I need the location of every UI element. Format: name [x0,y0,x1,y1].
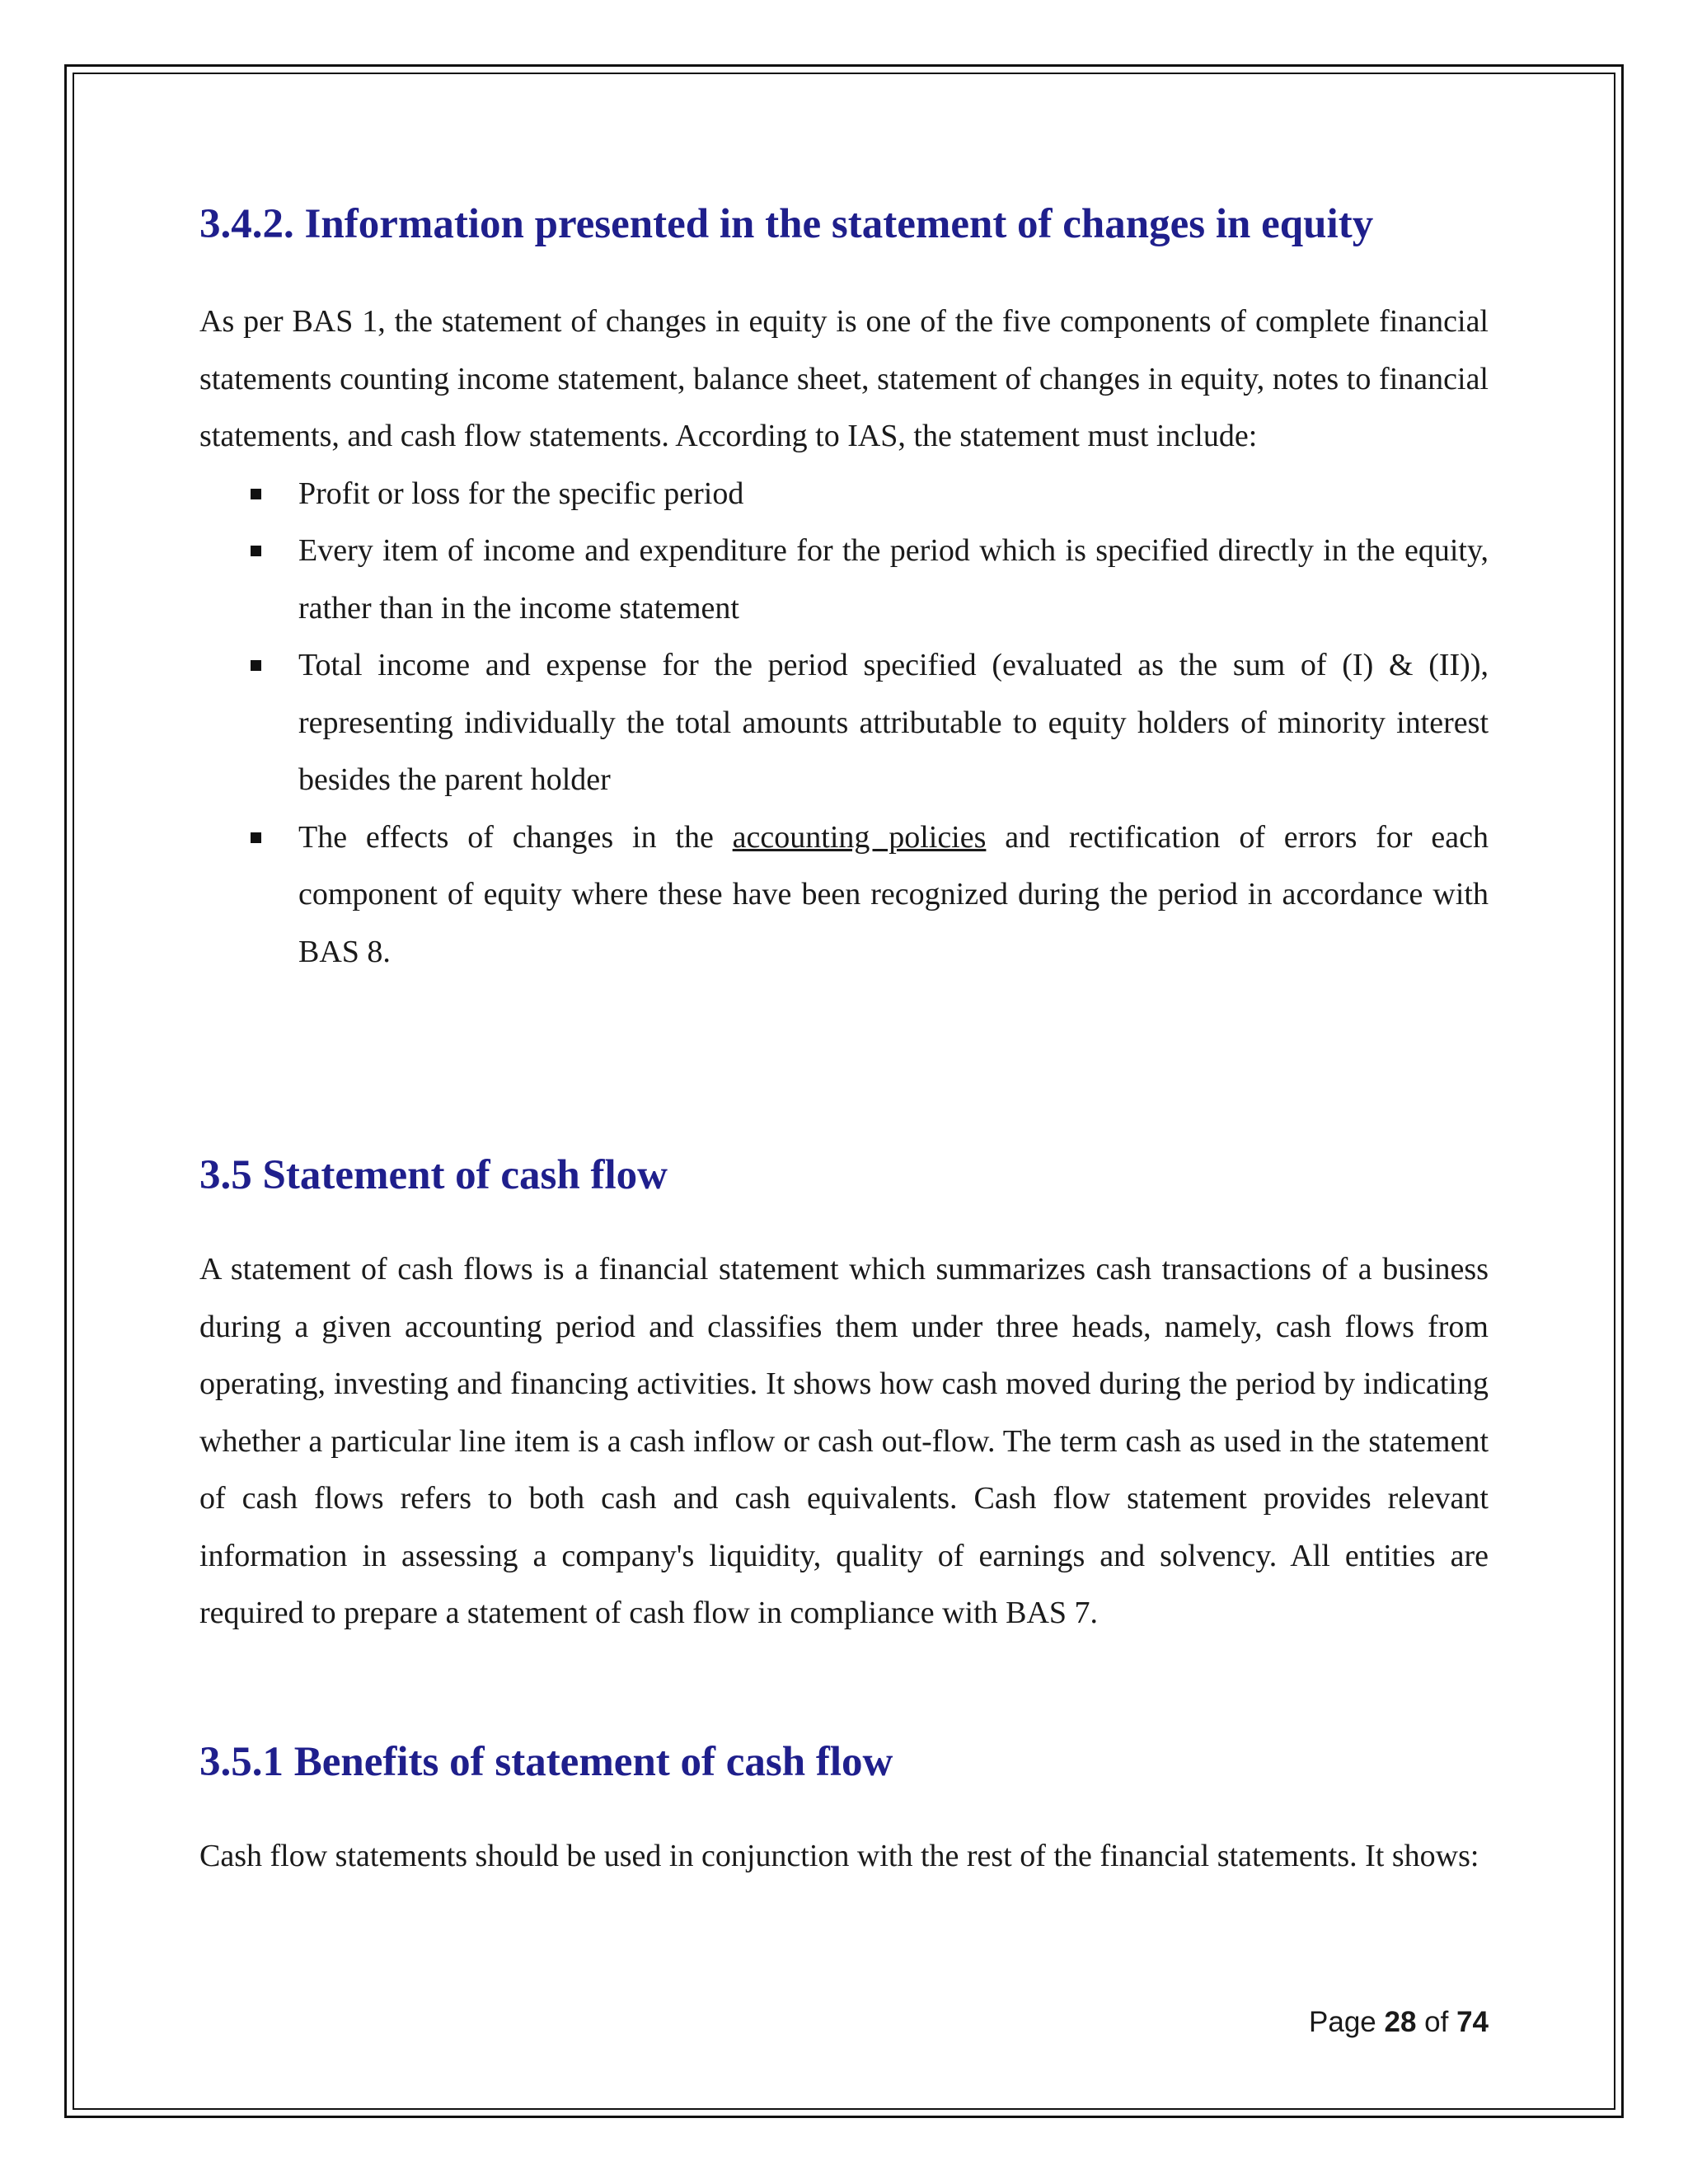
list-item [199,637,1489,809]
page-number-prefix: Page [1309,2006,1385,2038]
list-item [199,809,1489,982]
paragraph: A statement of cash flows is a financial statement which summarizes cash transactions of a business during a given accounting period and classifies them under three heads, namely, cash flows from operating, investing and financing activities. It shows how cash moved during the period by indicating whether a particular line item is a cash inflow or cash out-flow. The term cash as used in the statement of cash flows refers to both cash and cash equivalents. Cash flow statement provides relevant information in assessing a company's liquidity, quality of earnings and solvency. All entities are required to prepare a statement of cash flow in compliance with BAS 7. [199,1252,1489,1630]
list-item [199,466,1489,523]
square-bullet-icon [251,546,261,556]
list-item-text: Profit or loss for the specific period [298,476,744,511]
list-item-text-before: The effects of changes in the [298,819,733,855]
page-number-middle: of [1416,2006,1457,2038]
section-3-4-2 [199,199,1489,249]
list-item [199,523,1489,637]
page-number-current: 28 [1384,2006,1417,2038]
section-heading: 3.4.2. Information presented in the statement of changes in equity [199,201,1374,247]
section-heading: 3.5.1 Benefits of statement of cash flow [199,1739,893,1785]
section-3-5-1 [199,1737,1489,1787]
list-item-text: Every item of income and expenditure for the period which is specified directly in the equity, rather than in the income statement [298,533,1489,626]
section-3-5 [199,1151,1489,1200]
accounting-policies-link[interactable]: accounting policies [732,819,987,855]
section-3-5-1-body [199,1828,1489,1886]
section-3-4-2-body [199,293,1489,981]
list-item-text-after: and rectification of errors for each component of equity where these have been recognized during the period in accordance with BAS 8. [298,819,1489,969]
square-bullet-icon [251,489,261,499]
section-heading: 3.5 Statement of cash flow [199,1152,668,1198]
square-bullet-icon [251,832,261,843]
page-number-total: 74 [1456,2006,1489,2038]
page-number [1309,2004,1489,2041]
paragraph: Cash flow statements should be used in conjunction with the rest of the financial statements. It shows: [199,1839,1479,1873]
list-item-text: Total income and expense for the period specified (evaluated as the sum of (I) & (II)), representing individually the total amounts attributable to equity holders of minority interest besides the parent holder [298,648,1489,797]
paragraph: As per BAS 1, the statement of changes in equity is one of the five components of complete financial statements counting income statement, balance sheet, statement of changes in equity, notes to financial statements, and cash flow statements. According to IAS, the statement must include: [199,304,1489,453]
section-3-5-body [199,1241,1489,1643]
bullet-list [199,466,1489,982]
square-bullet-icon [251,660,261,671]
